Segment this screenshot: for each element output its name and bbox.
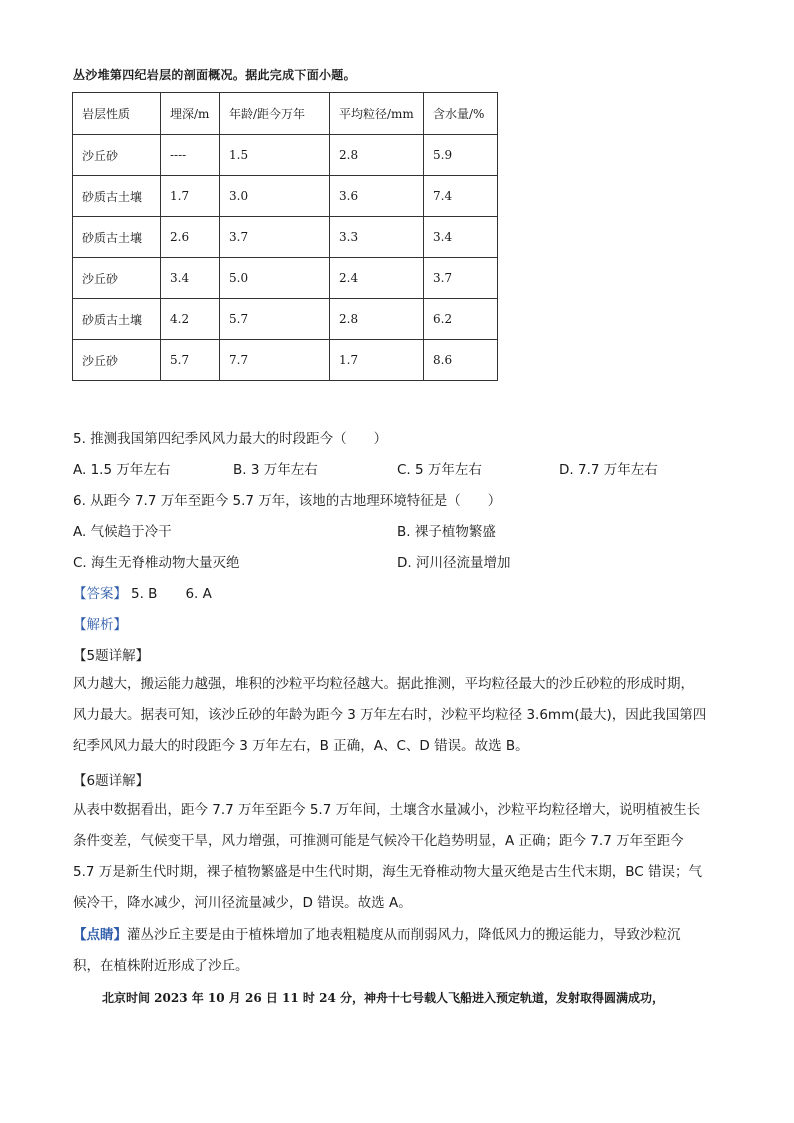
next-section-text: 北京时间 2023 年 10 月 26 日 11 时 24 分，神舟十七号载人飞船进入预定轨道，发射取得圆满成功， (102, 991, 664, 1005)
paragraph-line: 纪季风风力最大的时段距今 3 万年左右，B 正确，A、C、D 错误。故选 B。 (73, 738, 529, 754)
header-cell: 年龄/距今万年 (220, 93, 330, 135)
q6-option-c: C. 海生无脊椎动物大量灭绝 (73, 555, 240, 571)
note-body (73, 920, 723, 982)
paragraph-line: 5.7 万是新生代时期，裸子植物繁盛是中生代时期，海生无脊椎动物大量灭绝是古生代末期，BC 错误；气 (73, 864, 703, 880)
table-cell: 1.5 (220, 135, 330, 176)
paragraph-line: 风力越大，搬运能力越强，堆积的沙粒平均粒径越大。据此推测，平均粒径最大的沙丘砂粒的形成时期， (73, 676, 694, 692)
q6-option-b: B. 裸子植物繁盛 (397, 524, 496, 540)
intro-text: 丛沙堆第四纪岩层的剖面概况。据此完成下面小题。 (73, 68, 356, 82)
table-cell: 3.7 (220, 217, 330, 258)
table-header-row (73, 93, 498, 135)
q5-option-a: A. 1.5 万年左右 (73, 462, 171, 478)
table-cell: 5.0 (220, 258, 330, 299)
header-cell: 埋深/m (161, 93, 220, 135)
table-row (73, 176, 498, 217)
answer-tag: 答案 (86, 586, 114, 602)
header-cell: 岩层性质 (73, 93, 161, 135)
note-tag: 点睛 (86, 927, 114, 943)
table-cell: 沙丘砂 (73, 340, 161, 381)
q6-option-a: A. 气候趋于冷干 (73, 524, 172, 540)
table-cell: 5.7 (161, 340, 220, 381)
table-cell: 沙丘砂 (73, 135, 161, 176)
table-cell: 沙丘砂 (73, 258, 161, 299)
table-row (73, 258, 498, 299)
paragraph-line: 积，在植株附近形成了沙丘。 (73, 958, 249, 974)
table-row (73, 217, 498, 258)
analysis-heading: 【解析】 (73, 617, 127, 633)
table-row (73, 340, 498, 381)
detail-5-heading: 【5题详解】 (73, 648, 150, 664)
table-cell: 3.3 (330, 217, 424, 258)
q5-option-d: D. 7.7 万年左右 (559, 462, 658, 478)
detail-6-body (73, 795, 723, 919)
table-cell: 3.7 (424, 258, 498, 299)
detail-5-body (73, 669, 723, 762)
question-6-stem: 6. 从距今 7.7 万年至距今 5.7 万年，该地的古地理环境特征是（ ） (73, 493, 502, 509)
table-cell: 7.7 (220, 340, 330, 381)
paragraph-line: 风力最大。据表可知，该沙丘砂的年龄为距今 3 万年左右时，沙粒平均粒径 3.6mm(最大)，因此我国第四 (73, 707, 707, 723)
table-cell: 2.8 (330, 299, 424, 340)
table-cell: 砂质古土壤 (73, 299, 161, 340)
table-cell: 砂质古土壤 (73, 217, 161, 258)
table-row (73, 135, 498, 176)
q5-option-b: B. 3 万年左右 (233, 462, 318, 478)
table-cell: 1.7 (161, 176, 220, 217)
strata-table (72, 92, 498, 381)
table-cell: 1.7 (330, 340, 424, 381)
table-cell: ---- (161, 135, 220, 176)
table-cell: 3.4 (424, 217, 498, 258)
paragraph-line: 【点睛】灌丛沙丘主要是由于植株增加了地表粗糙度从而削弱风力，降低风力的搬运能力，导致沙粒沉 (73, 927, 681, 943)
paragraph-line: 条件变差，气候变干旱，风力增强，可推测可能是气候冷干化趋势明显，A 正确；距今 7.7 万年至距今 (73, 833, 684, 849)
table-cell: 3.4 (161, 258, 220, 299)
table-cell: 3.6 (330, 176, 424, 217)
table-cell: 8.6 (424, 340, 498, 381)
detail-6-heading: 【6题详解】 (73, 773, 150, 789)
table-cell: 7.4 (424, 176, 498, 217)
question-5-stem: 5. 推测我国第四纪季风风力最大的时段距今（ ） (73, 431, 388, 447)
table-cell: 5.9 (424, 135, 498, 176)
table-cell: 2.6 (161, 217, 220, 258)
answer-line: 【答案】 5. B 6. A (73, 586, 212, 602)
table-cell: 4.2 (161, 299, 220, 340)
q6-option-d: D. 河川径流量增加 (397, 555, 511, 571)
paragraph-line: 从表中数据看出，距今 7.7 万年至距今 5.7 万年间，土壤含水量减小，沙粒平均粒径增大，说明植被生长 (73, 802, 701, 818)
paragraph-line: 候冷干，降水减少，河川径流量减少，D 错误。故选 A。 (73, 895, 412, 911)
header-cell: 含水量/% (424, 93, 498, 135)
table-cell: 2.8 (330, 135, 424, 176)
q5-option-c: C. 5 万年左右 (397, 462, 482, 478)
table-cell: 5.7 (220, 299, 330, 340)
table-cell: 砂质古土壤 (73, 176, 161, 217)
table-cell: 6.2 (424, 299, 498, 340)
table-cell: 2.4 (330, 258, 424, 299)
header-cell: 平均粒径/mm (330, 93, 424, 135)
table-cell: 3.0 (220, 176, 330, 217)
answer-5: 5. B (131, 586, 158, 602)
answer-6: 6. A (185, 586, 212, 602)
table-row (73, 299, 498, 340)
